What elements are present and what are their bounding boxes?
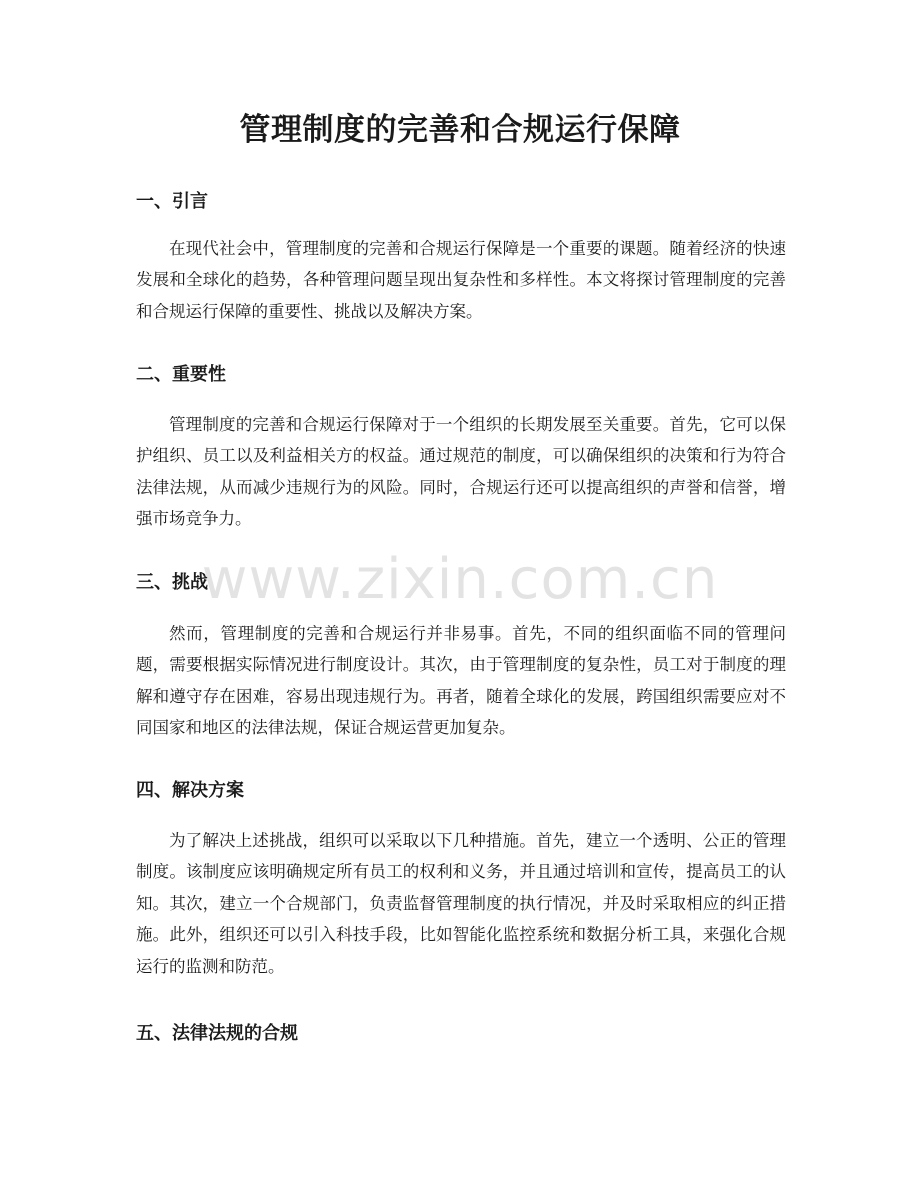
- section-paragraph-introduction: 在现代社会中，管理制度的完善和合规运行保障是一个重要的课题。随着经济的快速发展和全球化的趋势，各种管理问题呈现出复杂性和多样性。本文将探讨管理制度的完善和合规运行保障的重要性、挑战以及解决方案。: [136, 239, 786, 321]
- section-heading-legal-compliance: 五、法律法规的合规: [136, 1023, 298, 1044]
- section-heading-importance: 二、重要性: [136, 364, 226, 385]
- section-heading-solutions: 四、解决方案: [136, 780, 244, 801]
- section-heading-introduction: 一、引言: [136, 191, 208, 212]
- section-paragraph-solutions: 为了解决上述挑战，组织可以采取以下几种措施。首先，建立一个透明、公正的管理制度。该制度应该明确规定所有员工的权利和义务，并且通过培训和宣传，提高员工的认知。其次，建立一个合规部门，负责监督管理制度的执行情况，并及时采取相应的纠正措施。此外，组织还可以引入科技手段，比如智能化监控系统和数据分析工具，来强化合规运行的监测和防范。: [136, 831, 786, 976]
- section-paragraph-importance: 管理制度的完善和合规运行保障对于一个组织的长期发展至关重要。首先，它可以保护组织、员工以及利益相关方的权益。通过规范的制度，可以确保组织的决策和行为符合法律法规，从而减少违规行为的风险。同时，合规运行还可以提高组织的声誉和信誉，增强市场竞争力。: [136, 415, 786, 529]
- section-paragraph-challenges: 然而，管理制度的完善和合规运行并非易事。首先，不同的组织面临不同的管理问题，需要根据实际情况进行制度设计。其次，由于管理制度的复杂性，员工对于制度的理解和遵守存在困难，容易出现违规行为。再者，随着全球化的发展，跨国组织需要应对不同国家和地区的法律法规，保证合规运营更加复杂。: [136, 624, 786, 738]
- section-heading-challenges: 三、挑战: [136, 572, 208, 593]
- watermark-text: www.zixin.com.cn: [201, 547, 719, 612]
- document-title: 管理制度的完善和合规运行保障: [239, 112, 681, 148]
